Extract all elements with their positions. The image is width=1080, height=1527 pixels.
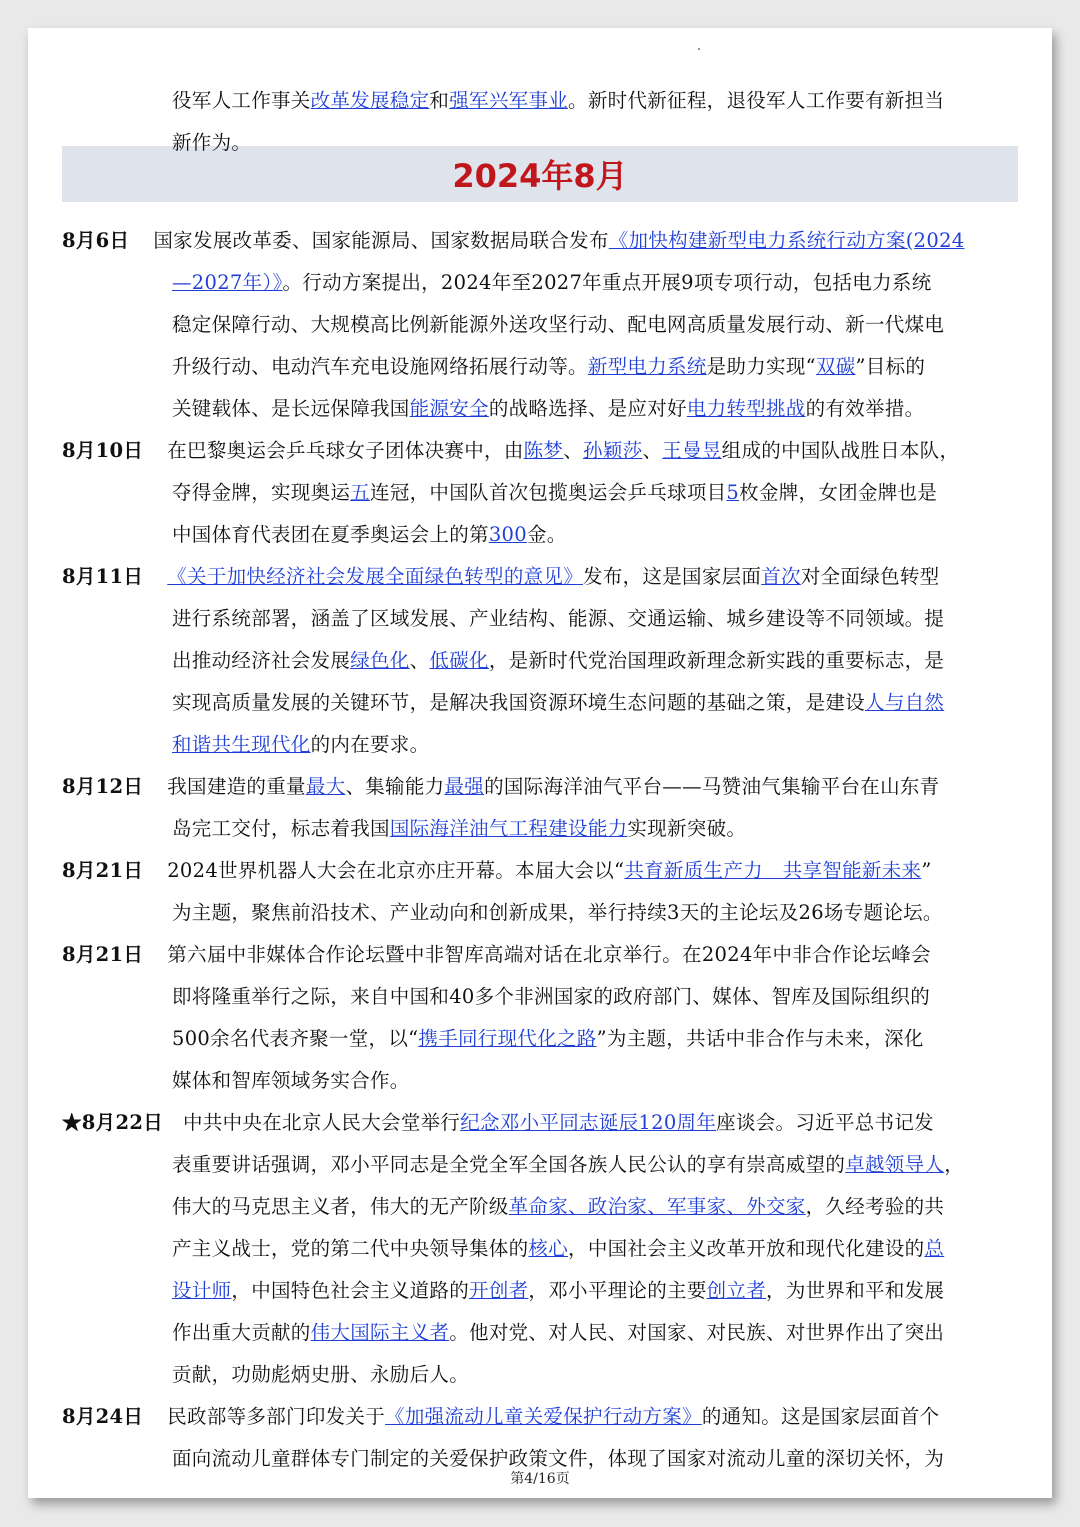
body-text: 面向流动儿童群体专门制定的关爱保护政策文件，体现了国家对流动儿童的深切关怀，为 (172, 1447, 945, 1470)
text-line (172, 1068, 410, 1094)
body-text: 进行系统部署，涵盖了区域发展、产业结构、能源、交通运输、城乡建设等不同领域。提 (172, 607, 945, 630)
hyperlink[interactable]: 革命家、政治家、军事家、外交家 (508, 1195, 806, 1218)
body-text: 国家发展改革委、国家能源局、国家数据局联合发布 (153, 229, 609, 252)
hyperlink[interactable]: 《加快构建新型电力系统行动方案(2024 (608, 229, 965, 252)
hyperlink[interactable]: 绿色化 (350, 649, 410, 672)
body-text: 媒体和智库领域务实合作。 (172, 1069, 410, 1092)
entry-date: 8月11日 (62, 565, 144, 588)
body-text: 座谈会。习近平总书记发 (716, 1111, 934, 1134)
body-text: 。新时代新征程，退役军人工作要有新担当 (568, 89, 945, 112)
body-text: 。行动方案提出，2024年至2027年重点开展9项专项行动，包括电力系统 (282, 271, 932, 294)
hyperlink[interactable]: 五 (350, 481, 371, 504)
text-line (62, 564, 939, 590)
hyperlink[interactable]: 最大 (305, 775, 346, 798)
text-line (62, 1404, 939, 1430)
body-text: 500余名代表齐聚一堂，以“ (172, 1027, 419, 1050)
hyperlink[interactable]: 纪念邓小平同志诞辰120周年 (460, 1111, 717, 1134)
text-line (62, 774, 939, 800)
body-text: ，中国特色社会主义道路的 (231, 1279, 470, 1302)
text-line (172, 690, 944, 716)
text-line (62, 858, 932, 884)
text-line (172, 816, 746, 842)
hyperlink[interactable]: 最强 (444, 775, 485, 798)
entry-date: 8月24日 (62, 1405, 144, 1428)
body-text: 2024世界机器人大会在北京亦庄开幕。本届大会以“ (167, 859, 625, 882)
hyperlink[interactable]: 陈梦 (523, 439, 564, 462)
text-line (172, 732, 429, 758)
body-text: 、 (409, 649, 430, 672)
entry-date: ★8月22日 (62, 1111, 164, 1134)
hyperlink[interactable]: 总 (924, 1237, 945, 1260)
body-text: 的有效举措。 (805, 397, 925, 420)
body-text: 组成的中国队战胜日本队， (721, 439, 960, 462)
text-line (172, 522, 567, 548)
body-text: ，为世界和平和发展 (766, 1279, 945, 1302)
text-line (172, 1278, 944, 1304)
body-text: ，邓小平理论的主要 (528, 1279, 707, 1302)
hyperlink[interactable]: 新型电力系统 (587, 355, 707, 378)
hyperlink[interactable]: 卓越领导人 (845, 1153, 945, 1176)
hyperlink[interactable]: 王曼昱 (662, 439, 722, 462)
body-text: ”为主题，共话中非合作与未来，深化 (596, 1027, 924, 1050)
text-line (172, 1236, 944, 1262)
body-text: 升级行动、电动汽车充电设施网络拓展行动等。 (172, 355, 588, 378)
body-text: 金。 (526, 523, 567, 546)
body-text: 稳定保障行动、大规模高比例新能源外送攻坚行动、配电网高质量发展行动、新一代煤电 (172, 313, 945, 336)
body-text: 产主义战士，党的第二代中央领导集体的 (172, 1237, 529, 1260)
body-text: 贡献，功勋彪炳史册、永励后人。 (172, 1363, 470, 1386)
text-line (172, 396, 924, 422)
text-line (172, 1152, 964, 1178)
body-text: 出推动经济社会发展 (172, 649, 351, 672)
body-text: 枚金牌，女团金牌也是 (739, 481, 938, 504)
page-number: 第4/16页 (510, 1471, 570, 1487)
text-line (172, 312, 944, 338)
body-text: 关键载体、是长远保障我国 (172, 397, 410, 420)
entry-date: 8月10日 (62, 439, 144, 462)
hyperlink[interactable]: 核心 (528, 1237, 569, 1260)
body-text: 。他对党、对人民、对国家、对民族、对世界作出了突出 (449, 1321, 945, 1344)
text-line (172, 900, 943, 926)
text-line (172, 480, 937, 506)
month-title: 2024年8月 (452, 157, 628, 195)
entry-date: 8月6日 (62, 229, 130, 252)
hyperlink[interactable]: 《关于加快经济社会发展全面绿色转型的意见》 (167, 565, 584, 588)
hyperlink[interactable]: 300 (488, 523, 527, 546)
text-line (172, 1026, 924, 1052)
text-line (172, 648, 944, 674)
text-line (172, 130, 251, 156)
hyperlink[interactable]: 和谐共生现代化 (172, 733, 311, 756)
hyperlink[interactable]: 设计师 (172, 1279, 232, 1302)
text-line (172, 606, 944, 632)
body-text: 作出重大贡献的 (172, 1321, 311, 1344)
text-line (172, 354, 925, 380)
body-text: ”目标的 (855, 355, 926, 378)
text-line (172, 270, 932, 296)
hyperlink[interactable]: 能源安全 (409, 397, 489, 420)
body-text: 是助力实现“ (706, 355, 816, 378)
body-text: 表重要讲话强调，邓小平同志是全党全军全国各族人民公认的享有崇高威望的 (172, 1153, 846, 1176)
body-text: 在巴黎奥运会乒乓球女子团体决赛中，由 (167, 439, 524, 462)
body-text: 实现高质量发展的关键环节，是解决我国资源环境生态问题的基础之策，是建设 (172, 691, 866, 714)
hyperlink[interactable]: 双碳 (815, 355, 856, 378)
text-line (62, 1110, 934, 1136)
text-line (172, 1320, 944, 1346)
hyperlink[interactable]: 人与自然 (865, 691, 945, 714)
body-text: 连冠，中国队首次包揽奥运会乒乓球项目 (370, 481, 727, 504)
text-line (62, 228, 964, 254)
hyperlink[interactable]: 携手同行现代化之路 (418, 1027, 597, 1050)
body-text: 为主题，聚焦前沿技术、产业动向和创新成果，举行持续3天的主论坛及26场专题论坛。 (172, 901, 943, 924)
body-text: 第六届中非媒体合作论坛暨中非智库高端对话在北京举行。在2024年中非合作论坛峰会 (167, 943, 931, 966)
text-line (62, 438, 959, 464)
body-text: 中国体育代表团在夏季奥运会上的第 (172, 523, 489, 546)
hyperlink[interactable]: 共育新质生产力 共享智能新未来 (624, 859, 922, 882)
body-text: 和 (429, 89, 450, 112)
body-text: ，中国社会主义改革开放和现代化建设的 (568, 1237, 925, 1260)
body-text: 新作为。 (172, 131, 252, 154)
hyperlink[interactable]: 5 (726, 481, 740, 504)
body-text: 对全面绿色转型 (800, 565, 940, 588)
hyperlink[interactable]: 改革发展稳定 (310, 89, 430, 112)
hyperlink[interactable]: 首次 (761, 565, 801, 588)
hyperlink[interactable]: 《加强流动儿童关爱保护行动方案》 (385, 1405, 702, 1428)
hyperlink[interactable]: 低碳化 (429, 649, 489, 672)
hyperlink[interactable]: 伟大国际主义者 (310, 1321, 450, 1344)
body-text: 实现新突破。 (627, 817, 747, 840)
body-text: 的国际海洋油气平台——马赞油气集输平台在山东青 (484, 775, 940, 798)
body-text: 的内在要求。 (310, 733, 430, 756)
body-text: 发布，这是国家层面 (583, 565, 762, 588)
body-text: 的战略选择、是应对好 (488, 397, 687, 420)
body-text: ，是新时代党治国理政新理念新实践的重要标志，是 (488, 649, 945, 672)
body-text: 役军人工作事关 (172, 89, 311, 112)
body-text: 民政部等多部门印发关于 (167, 1405, 386, 1428)
body-text: 、 (642, 439, 663, 462)
body-text: 的通知。这是国家层面首个 (701, 1405, 940, 1428)
hyperlink[interactable]: 孙颖莎 (583, 439, 643, 462)
body-text: ， (944, 1153, 965, 1176)
text-line (172, 88, 944, 114)
text-line (62, 942, 931, 968)
entry-date: 8月21日 (62, 859, 144, 882)
text-body (28, 28, 1052, 1498)
body-text: ，久经考验的共 (805, 1195, 945, 1218)
document-page (28, 28, 1052, 1498)
body-text: 即将隆重举行之际，来自中国和40多个非洲国家的政府部门、媒体、智库及国际组织的 (172, 985, 931, 1008)
body-text: 、集输能力 (345, 775, 445, 798)
body-text: 我国建造的重量 (167, 775, 306, 798)
body-text: 岛完工交付，标志着我国 (172, 817, 390, 840)
body-text: 夺得金牌，实现奥运 (172, 481, 351, 504)
body-text: 中共中央在北京人民大会堂举行 (183, 1111, 461, 1134)
body-text: ” (921, 859, 932, 882)
hyperlink[interactable]: 强军兴军事业 (449, 89, 569, 112)
text-line (172, 1362, 469, 1388)
body-text: 、 (563, 439, 584, 462)
hyperlink[interactable]: 电力转型挑战 (686, 397, 806, 420)
entry-date: 8月21日 (62, 943, 144, 966)
hyperlink[interactable]: 创立者 (706, 1279, 767, 1302)
hyperlink[interactable]: —2027年）》 (172, 271, 283, 294)
body-text: 伟大的马克思主义者，伟大的无产阶级 (172, 1195, 509, 1218)
hyperlink[interactable]: 国际海洋油气工程建设能力 (389, 817, 628, 840)
hyperlink[interactable]: 开创者 (469, 1279, 529, 1302)
text-line (172, 1194, 944, 1220)
text-line (172, 984, 930, 1010)
entry-date: 8月12日 (62, 775, 144, 798)
